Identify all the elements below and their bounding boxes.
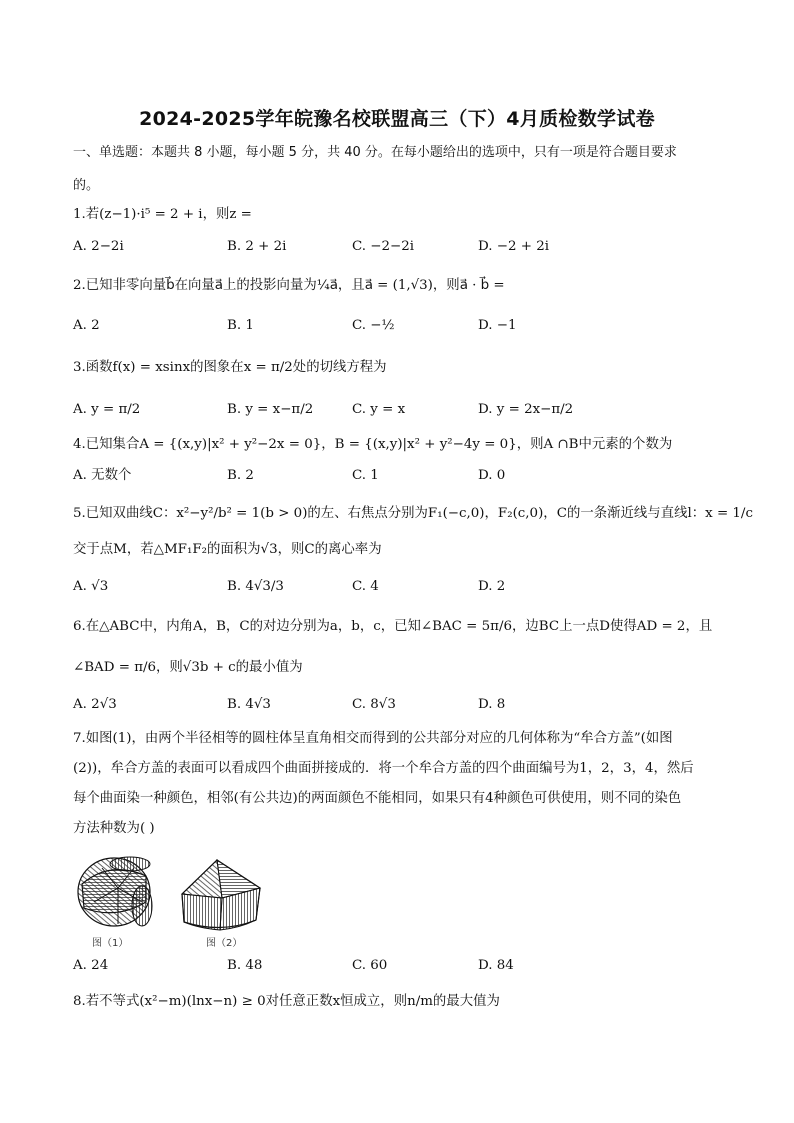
question-7-stem-line-2: (2))，牟合方盖的表面可以看成四个曲面拼接成的．将一个牟合方盖的四个曲面编号为1，2，3，4，然后 (73, 761, 694, 776)
question-7-option-a: A. 24 (73, 958, 109, 973)
question-7-option-c: C. 60 (352, 958, 388, 973)
question-5-option-d: D. 2 (478, 579, 506, 594)
exam-title: 2024-2025学年皖豫名校联盟高三（下）4月质检数学试卷 (139, 108, 655, 130)
question-2-stem: 2.已知非零向量b⃗在向量a⃗上的投影向量为¼a⃗，且a⃗ = (1,√3)，则a⃗ · b⃗ = (73, 278, 505, 293)
question-2-option-b: B. 1 (227, 318, 254, 333)
question-5-option-a: A. √3 (73, 579, 109, 594)
question-5-stem-line-1: 5.已知双曲线C：x²−y²/b² = 1(b > 0)的左、右焦点分别为F₁(−c,0)，F₂(c,0)，C的一条渐近线与直线l：x = 1/c (73, 506, 753, 521)
section-instructions-line-1: 一、单选题：本题共 8 小题，每小题 5 分，共 40 分。在每小题给出的选项中，只有一项是符合题目要求 (73, 145, 677, 160)
question-8-stem: 8.若不等式(x²−m)(lnx−n) ≥ 0对任意正数x恒成立，则n/m的最大值为 (73, 994, 500, 1009)
question-6-stem-line-1: 6.在△ABC中，内角A，B，C的对边分别为a，b，c，已知∠BAC = 5π/6，边BC上一点D使得AD = 2，且 (73, 619, 713, 634)
question-5-stem-line-2: 交于点M，若△MF₁F₂的面积为√3，则C的离心率为 (73, 542, 382, 557)
figure-1-intersecting-cylinders (78, 857, 152, 926)
question-6-stem-line-2: ∠BAD = π/6，则√3b + c的最小值为 (73, 660, 303, 675)
figure-1-caption: 图（1） (92, 938, 129, 949)
question-7-stem-line-4: 方法种数为( ) (73, 821, 155, 836)
question-3-option-a: A. y = π/2 (73, 402, 141, 417)
question-2-option-c: C. −½ (352, 318, 395, 333)
question-1-option-a: A. 2−2i (73, 239, 124, 254)
question-7-stem-line-1: 7.如图(1)，由两个半径相等的圆柱体呈直角相交而得到的公共部分对应的几何体称为“牟合方盖”(如图 (73, 731, 673, 746)
question-2-option-a: A. 2 (73, 318, 100, 333)
question-1-option-b: B. 2 + 2i (227, 239, 287, 254)
question-5-option-b: B. 4√3/3 (227, 579, 284, 594)
question-4-option-b: B. 2 (227, 468, 254, 483)
question-7-stem-line-3: 每个曲面染一种颜色，相邻(有公共边)的两面颜色不能相同，如果只有4种颜色可供使用，则不同的染色 (73, 791, 682, 806)
question-7-option-d: D. 84 (478, 958, 514, 973)
question-1-option-d: D. −2 + 2i (478, 239, 550, 254)
question-3-option-d: D. y = 2x−π/2 (478, 402, 574, 417)
question-6-option-d: D. 8 (478, 697, 506, 712)
question-2-option-d: D. −1 (478, 318, 517, 333)
question-6-option-c: C. 8√3 (352, 697, 396, 712)
question-1-stem: 1.若(z−1)·i⁵ = 2 + i，则z = (73, 207, 252, 222)
section-instructions-line-2: 的。 (73, 178, 100, 193)
question-4-option-c: C. 1 (352, 468, 379, 483)
question-7-option-b: B. 48 (227, 958, 263, 973)
question-3-option-c: C. y = x (352, 402, 406, 417)
figure-2-mouhe-fanggai (182, 860, 260, 930)
question-4-option-d: D. 0 (478, 468, 506, 483)
question-3-option-b: B. y = x−π/2 (227, 402, 314, 417)
question-6-option-a: A. 2√3 (73, 697, 117, 712)
question-6-option-b: B. 4√3 (227, 697, 271, 712)
figure-2-caption: 图（2） (206, 938, 243, 949)
figure-mouhe-fanggai (72, 854, 282, 950)
question-1-option-c: C. −2−2i (352, 239, 415, 254)
question-4-stem: 4.已知集合A = {(x,y)|x² + y²−2x = 0}，B = {(x,y)|x² + y²−4y = 0}，则A ∩B中元素的个数为 (73, 437, 673, 452)
question-5-option-c: C. 4 (352, 579, 379, 594)
question-3-stem: 3.函数f(x) = xsinx的图象在x = π/2处的切线方程为 (73, 360, 387, 375)
question-4-option-a: A. 无数个 (73, 468, 132, 483)
